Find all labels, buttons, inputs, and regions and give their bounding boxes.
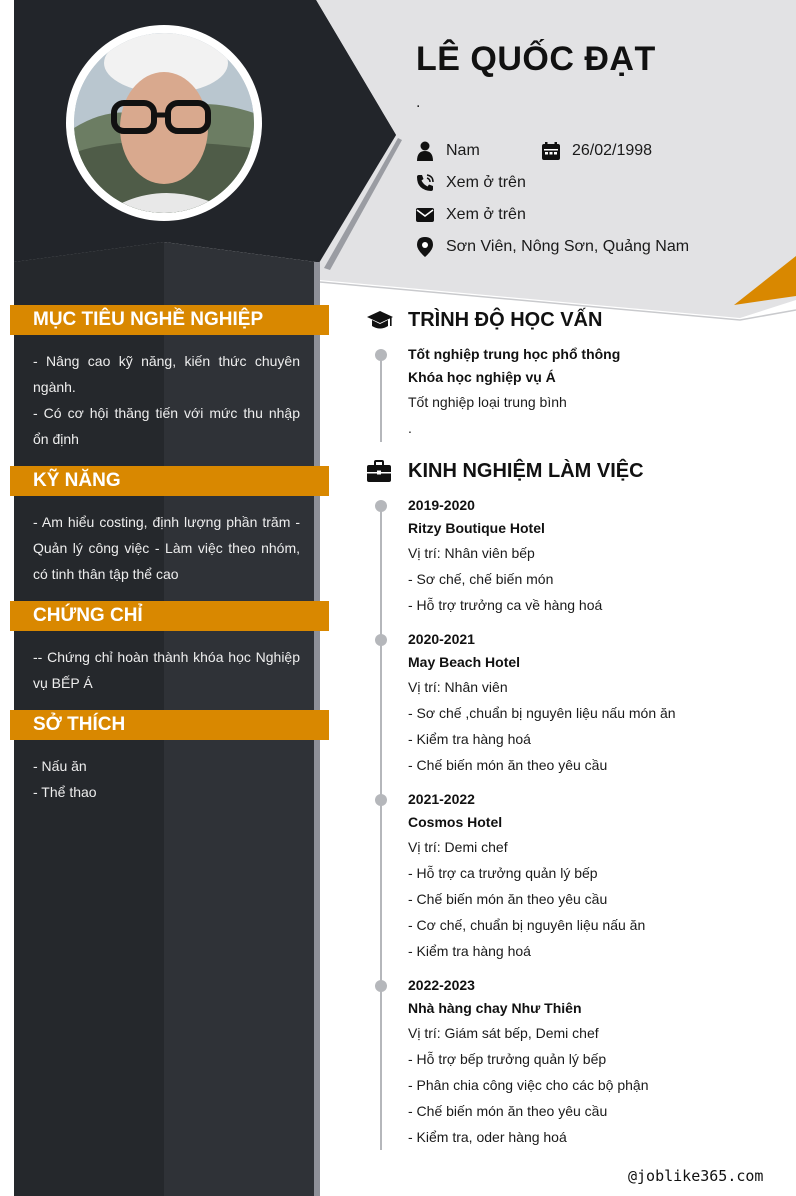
job-line: Vị trí: Giám sát bếp, Demi chef <box>408 1025 599 1041</box>
objective-title: MỤC TIÊU NGHỀ NGHIỆP <box>10 305 329 335</box>
skills-title: KỸ NĂNG <box>10 466 329 496</box>
certificates-text <box>33 644 300 696</box>
user-icon <box>416 141 434 161</box>
job-company: May Beach Hotel <box>408 654 521 670</box>
timeline-dot <box>375 980 387 992</box>
job-line: - Kiểm tra hàng hoá <box>408 943 531 959</box>
subtitle: . <box>416 94 421 111</box>
job-entry <box>408 628 788 778</box>
email-row <box>416 203 526 227</box>
email-value: Xem ở trên <box>446 206 526 223</box>
hobby-item: - Thể thao <box>33 784 97 800</box>
job-period: 2020-2021 <box>408 631 475 647</box>
education-timeline <box>380 356 382 442</box>
phone-row <box>416 171 526 195</box>
job-period: 2022-2023 <box>408 977 475 993</box>
job-company: Ritzy Boutique Hotel <box>408 520 545 536</box>
objective-text <box>33 348 300 452</box>
job-company: Nhà hàng chay Như Thiên <box>408 1000 582 1016</box>
timeline-dot <box>375 634 387 646</box>
person-name: LÊ QUỐC ĐẠT <box>416 40 656 78</box>
job-entry <box>408 788 788 964</box>
job-line: - Chế biến món ăn theo yêu cầu <box>408 757 608 773</box>
job-period: 2021-2022 <box>408 791 475 807</box>
objective-line: - Nâng cao kỹ năng, kiến thức chuyên ngành. <box>33 353 300 395</box>
job-line: - Kiểm tra, oder hàng hoá <box>408 1129 567 1145</box>
certificates-title: CHỨNG CHỈ <box>10 601 329 631</box>
job-line: - Chế biến món ăn theo yêu cầu <box>408 1103 608 1119</box>
hobbies-text <box>33 753 300 805</box>
phone-value: Xem ở trên <box>446 174 526 191</box>
job-line: - Hỗ trợ trưởng ca về hàng hoá <box>408 597 603 613</box>
skills-text <box>33 509 300 587</box>
watermark: @joblike365.com <box>628 1167 764 1185</box>
hobby-item: - Nấu ăn <box>33 758 87 774</box>
address-row <box>416 235 689 259</box>
calendar-icon <box>542 141 560 161</box>
job-line: Vị trí: Demi chef <box>408 839 508 855</box>
education-grade: Tốt nghiệp loại trung bình <box>408 394 567 410</box>
job-line: Vị trí: Nhân viên <box>408 679 508 695</box>
education-school: Tốt nghiệp trung học phổ thông <box>408 346 621 362</box>
birthday-value: 26/02/1998 <box>572 142 653 159</box>
briefcase-icon <box>367 460 393 484</box>
address-value: Sơn Viên, Nông Sơn, Quảng Nam <box>446 238 690 255</box>
timeline-dot <box>375 794 387 806</box>
mail-icon <box>416 205 434 225</box>
job-period: 2019-2020 <box>408 497 475 513</box>
job-line: - Chế biến món ăn theo yêu cầu <box>408 891 608 907</box>
job-line: - Cơ chế, chuẩn bị nguyên liệu nấu ăn <box>408 917 646 933</box>
objective-line: - Có cơ hội thăng tiến với mức thu nhập ổn định <box>33 405 300 447</box>
job-entry <box>408 974 788 1150</box>
job-line: Vị trí: Nhân viên bếp <box>408 545 535 561</box>
graduation-cap-icon <box>367 309 393 333</box>
gender-row <box>416 139 480 163</box>
education-course: Khóa học nghiệp vụ Á <box>408 369 556 385</box>
education-title: TRÌNH ĐỘ HỌC VẤN <box>408 309 603 331</box>
education-note: . <box>408 420 412 436</box>
profile-photo-illustration <box>74 33 254 213</box>
job-line: - Phân chia công việc cho các bộ phận <box>408 1077 649 1093</box>
experience-title: KINH NGHIỆM LÀM VIỆC <box>408 460 644 482</box>
education-entry <box>408 343 788 441</box>
job-line: - Hỗ trợ ca trưởng quản lý bếp <box>408 865 598 881</box>
location-pin-icon <box>416 237 434 257</box>
job-company: Cosmos Hotel <box>408 814 503 830</box>
timeline-dot <box>375 349 387 361</box>
phone-icon <box>416 173 434 193</box>
job-line: - Sơ chế ,chuẩn bị nguyên liệu nấu món ăn <box>408 705 676 721</box>
job-entry <box>408 494 788 618</box>
timeline-dot <box>375 500 387 512</box>
certificates-paragraph: -- Chứng chỉ hoàn thành khóa học Nghiệp vụ BẾP Á <box>33 649 300 691</box>
profile-photo <box>74 33 254 213</box>
avatar <box>66 25 262 221</box>
job-line: - Hỗ trợ bếp trưởng quản lý bếp <box>408 1051 607 1067</box>
gender-value: Nam <box>446 142 480 159</box>
birthday-row <box>542 139 652 163</box>
job-line: - Sơ chế, chế biến món <box>408 571 554 587</box>
hobbies-title: SỞ THÍCH <box>10 710 329 740</box>
skills-paragraph: - Am hiểu costing, định lượng phần trăm - Quản lý công việc - Làm việc theo nhóm, có tinh thân tập thể cao <box>33 514 300 582</box>
job-line: - Kiểm tra hàng hoá <box>408 731 531 747</box>
experience-timeline <box>380 506 382 1150</box>
